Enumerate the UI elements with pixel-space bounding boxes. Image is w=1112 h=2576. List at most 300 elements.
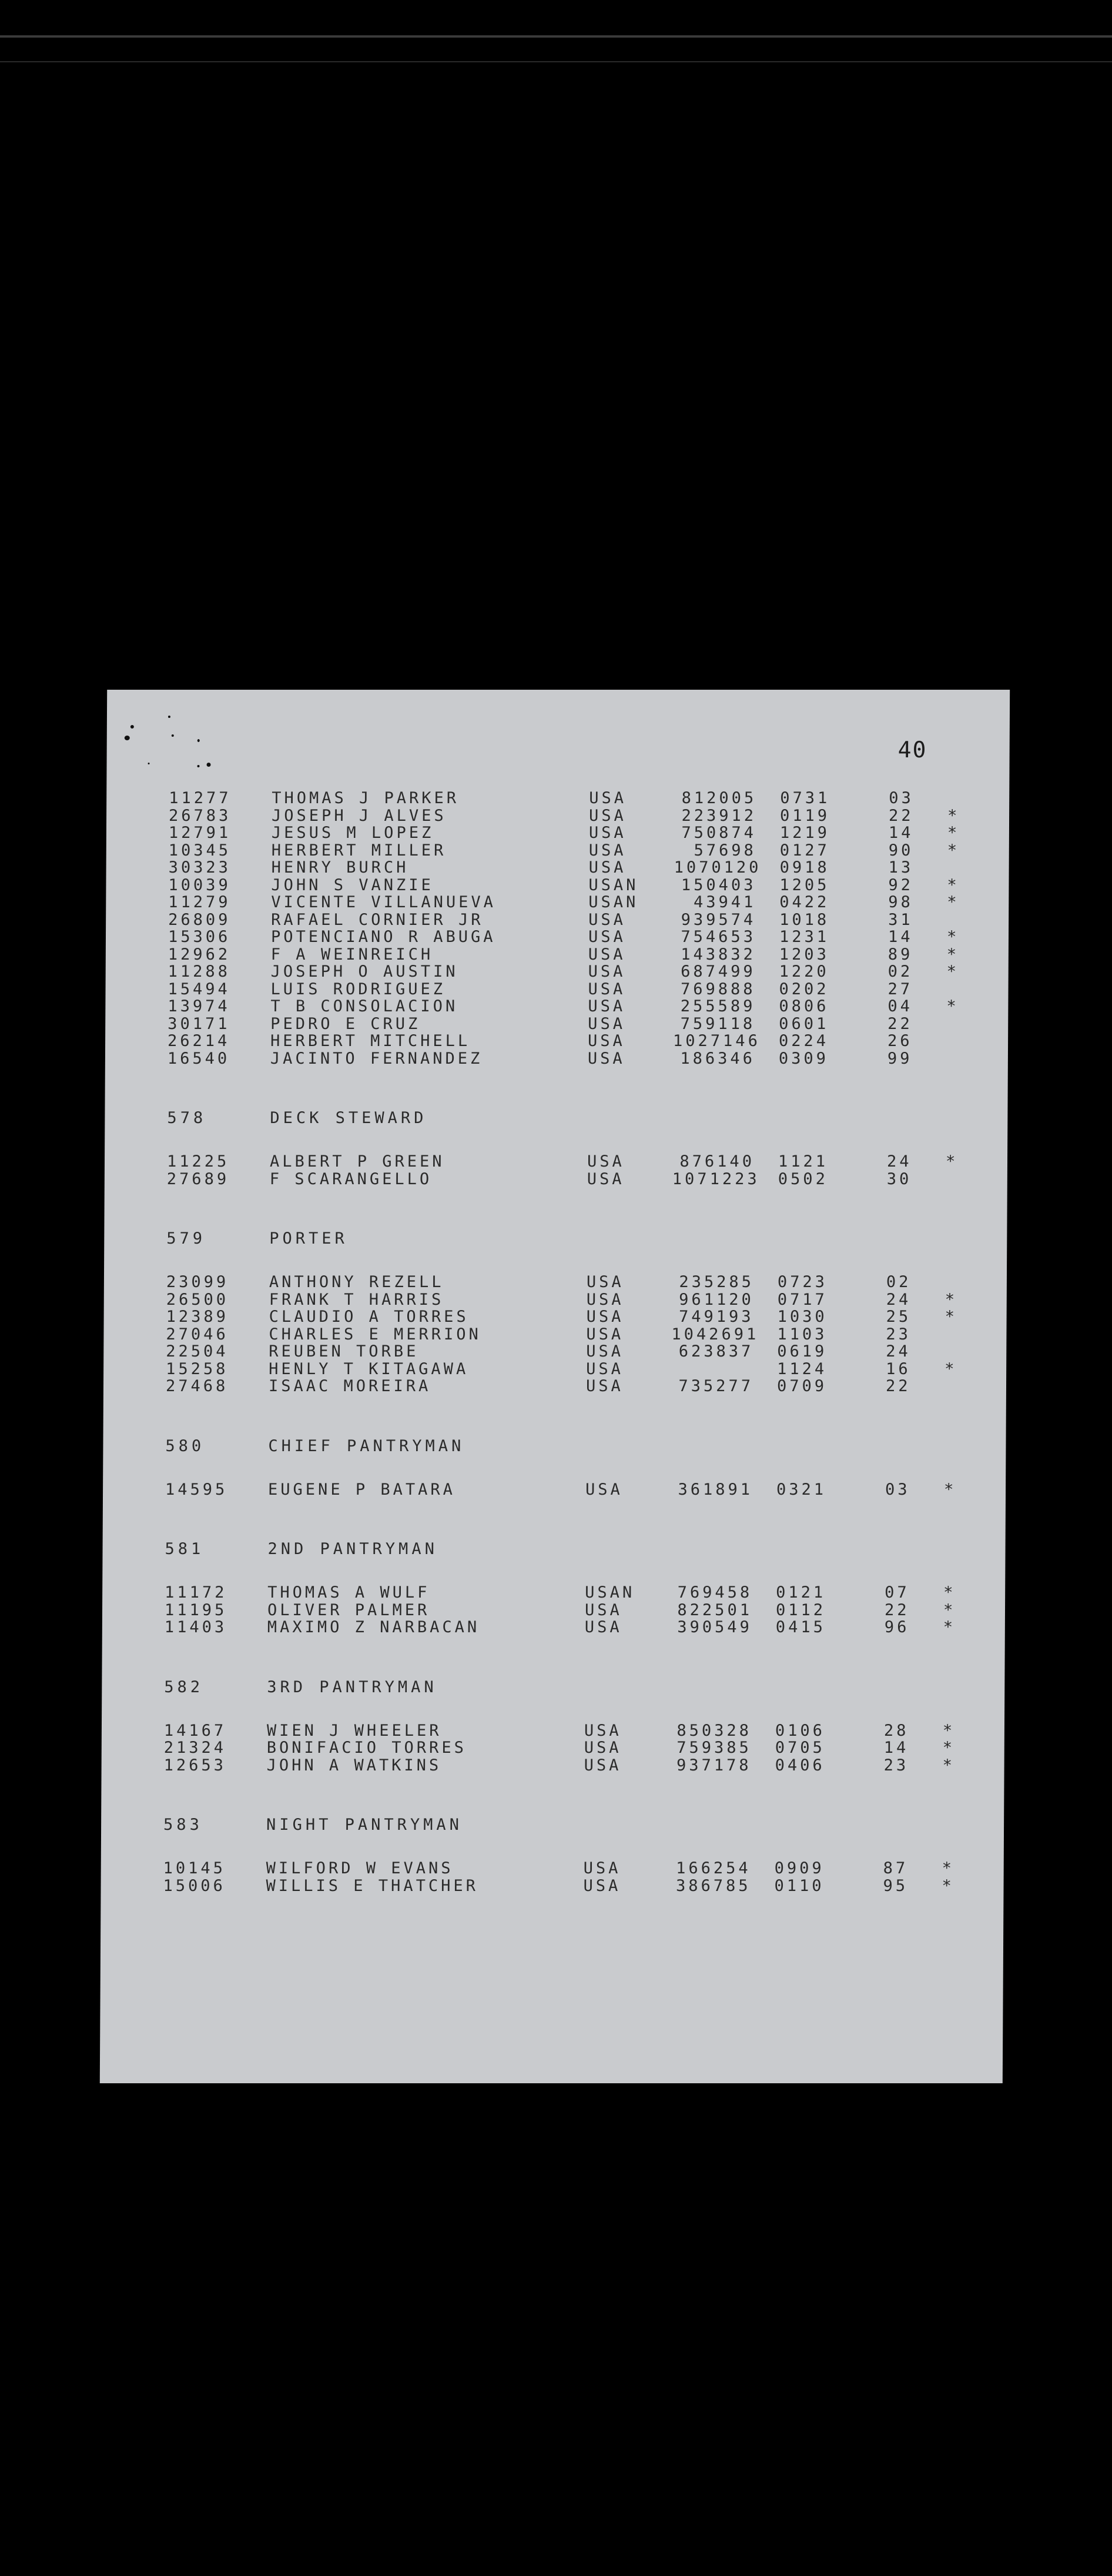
crew-row — [169, 842, 1003, 860]
crew-name: OLIVER PALMER — [267, 1601, 430, 1619]
asterisk-mark: * — [947, 824, 960, 842]
asterisk-mark: * — [947, 893, 960, 911]
asterisk-mark: * — [945, 1152, 959, 1171]
year-code: 90 — [888, 841, 914, 860]
date-code: 0110 — [774, 1876, 825, 1895]
section-title: 3RD PANTRYMAN — [267, 1678, 437, 1696]
document-number: 43941 — [693, 893, 756, 911]
crew-row — [168, 963, 1003, 981]
crew-row — [166, 1343, 1000, 1361]
section-header — [165, 1541, 999, 1558]
crew-name: JOHN A WATKINS — [266, 1756, 442, 1775]
crew-id: 16540 — [167, 1049, 230, 1068]
date-code: 0422 — [779, 893, 830, 911]
crew-name: ISAAC MOREIRA — [268, 1377, 431, 1395]
document-number: 1027146 — [672, 1032, 761, 1050]
document-number: 759385 — [676, 1739, 752, 1757]
crew-id: 15006 — [163, 1876, 226, 1895]
citizenship: USAN — [588, 893, 639, 911]
section-gap — [164, 1696, 999, 1722]
crew-id: 10039 — [168, 876, 231, 894]
asterisk-mark: * — [947, 841, 960, 860]
crew-row — [169, 807, 1003, 825]
crew-row — [169, 859, 1003, 877]
speck — [130, 725, 134, 729]
crew-id: 11172 — [165, 1583, 227, 1602]
crew-id: 11288 — [168, 963, 231, 981]
crew-id: 14167 — [163, 1721, 227, 1740]
date-code: 0321 — [776, 1480, 827, 1499]
year-code: 07 — [885, 1583, 910, 1602]
year-code: 27 — [887, 980, 913, 998]
document-number: 876140 — [679, 1152, 755, 1171]
section-code: 581 — [165, 1540, 205, 1558]
crew-row — [166, 1326, 1000, 1344]
crew-name: PEDRO E CRUZ — [270, 1014, 421, 1033]
document-page — [100, 690, 1010, 2083]
citizenship: USA — [588, 841, 627, 860]
citizenship: USA — [585, 1377, 624, 1395]
crew-id: 22504 — [166, 1342, 229, 1361]
asterisk-mark: * — [944, 1308, 957, 1326]
citizenship: USAN — [588, 876, 639, 894]
citizenship: USA — [588, 997, 626, 1015]
document-number: 1070120 — [674, 858, 762, 877]
crew-id: 13974 — [168, 997, 230, 1015]
year-code: 14 — [888, 824, 914, 842]
date-code: 0309 — [778, 1049, 829, 1068]
date-code: 0224 — [778, 1032, 829, 1050]
asterisk-mark: * — [942, 1756, 955, 1775]
crew-row — [168, 998, 1002, 1015]
document-number: 749193 — [678, 1308, 754, 1326]
year-code: 22 — [885, 1377, 911, 1395]
crew-name: FRANK T HARRIS — [269, 1290, 444, 1309]
year-code: 16 — [886, 1359, 911, 1378]
crew-name: WIEN J WHEELER — [266, 1721, 442, 1740]
document-number: 1071223 — [672, 1170, 760, 1188]
year-code: 87 — [883, 1859, 909, 1877]
date-code: 0918 — [779, 858, 830, 877]
citizenship: USA — [587, 1032, 625, 1050]
crew-name: HERBERT MITCHELL — [270, 1032, 471, 1050]
section-title: DECK STEWARD — [270, 1109, 427, 1127]
document-number: 57698 — [694, 841, 756, 860]
date-code: 0709 — [776, 1377, 828, 1395]
section-gap — [166, 1248, 1001, 1274]
crew-id: 15494 — [168, 980, 230, 998]
crew-id: 12791 — [168, 824, 232, 842]
year-code: 26 — [887, 1032, 913, 1050]
crew-row — [169, 790, 1003, 807]
document-number: 623837 — [678, 1342, 754, 1361]
speck — [168, 716, 170, 718]
date-code: 0806 — [779, 997, 829, 1015]
crew-id: 30171 — [168, 1014, 230, 1033]
date-code: 0106 — [775, 1721, 826, 1740]
year-code: 03 — [889, 789, 914, 807]
crew-id: 10145 — [163, 1859, 226, 1877]
crew-id: 27046 — [166, 1325, 229, 1344]
date-code: 0127 — [779, 841, 830, 860]
crew-name: JOSEPH J ALVES — [272, 806, 447, 825]
asterisk-mark: * — [942, 1876, 954, 1895]
section-gap — [165, 1498, 1000, 1541]
date-code: 1220 — [779, 963, 829, 981]
section-header — [164, 1679, 999, 1696]
crew-row — [164, 1757, 999, 1775]
asterisk-mark: * — [943, 1618, 956, 1636]
citizenship: USA — [583, 1876, 621, 1895]
citizenship: USA — [587, 1170, 625, 1188]
crew-name: THOMAS A WULF — [267, 1583, 430, 1602]
crew-row — [168, 877, 1003, 894]
crew-row — [166, 1291, 1001, 1309]
document-number: 735277 — [678, 1377, 754, 1395]
section-code: 582 — [164, 1678, 204, 1696]
section-header — [163, 1816, 998, 1834]
crew-row — [167, 1171, 1002, 1188]
crew-id: 10345 — [168, 841, 232, 860]
year-code: 02 — [887, 963, 913, 981]
crew-row — [164, 1739, 999, 1757]
year-code: 98 — [888, 893, 913, 911]
date-code: 1030 — [777, 1308, 828, 1326]
year-code: 22 — [889, 806, 914, 825]
document-number: 361891 — [678, 1480, 753, 1499]
year-code: 95 — [883, 1876, 909, 1895]
crew-row — [168, 1015, 1002, 1033]
citizenship: USA — [587, 1049, 625, 1068]
date-code: 0502 — [778, 1170, 828, 1188]
citizenship: USA — [586, 1359, 624, 1378]
crew-name: HENRY BURCH — [271, 858, 409, 877]
citizenship: USA — [586, 1273, 624, 1291]
section-code: 579 — [166, 1229, 206, 1248]
section-gap — [163, 1834, 998, 1860]
asterisk-mark: * — [942, 1739, 956, 1757]
year-code: 02 — [886, 1273, 912, 1291]
crew-id: 14595 — [165, 1480, 228, 1499]
crew-name: JOSEPH O AUSTIN — [270, 963, 458, 981]
crew-name: JESUS M LOPEZ — [271, 824, 434, 842]
document-number: 255589 — [680, 997, 756, 1015]
crew-name: HENLY T KITAGAWA — [269, 1359, 469, 1378]
year-code: 23 — [886, 1325, 912, 1344]
crew-name: EUGENE P BATARA — [268, 1480, 456, 1499]
crew-row — [165, 1481, 1000, 1499]
year-code: 22 — [884, 1601, 910, 1619]
citizenship: USA — [584, 1618, 622, 1636]
section-gap — [165, 1455, 1000, 1481]
asterisk-mark: * — [944, 1480, 957, 1499]
asterisk-mark: * — [946, 963, 960, 981]
asterisk-mark: * — [943, 1601, 956, 1619]
year-code: 99 — [887, 1049, 913, 1068]
film-edge-top — [0, 35, 1112, 38]
date-code: 1103 — [777, 1325, 828, 1344]
document-number: 166254 — [676, 1859, 751, 1877]
citizenship: USA — [588, 980, 626, 998]
asterisk-mark: * — [947, 876, 960, 894]
crew-row — [168, 946, 1003, 964]
document-number: 150403 — [681, 876, 756, 894]
document-number: 386785 — [675, 1876, 751, 1895]
crew-id: 26783 — [169, 806, 232, 825]
crew-id: 11277 — [169, 789, 232, 807]
year-code: 04 — [887, 997, 913, 1015]
section-code: 583 — [163, 1816, 203, 1834]
crew-name: T B CONSOLACION — [270, 997, 458, 1015]
section-title: PORTER — [269, 1229, 348, 1248]
citizenship: USA — [588, 1014, 626, 1033]
crew-name: REUBEN TORBE — [269, 1342, 419, 1361]
section-gap — [167, 1067, 1002, 1110]
crew-name: F SCARANGELLO — [269, 1170, 433, 1188]
crew-id: 12962 — [168, 945, 231, 964]
crew-row — [168, 928, 1003, 946]
speck — [125, 736, 130, 740]
crew-row — [169, 824, 1003, 842]
year-code: 23 — [883, 1756, 909, 1775]
crew-id: 15258 — [166, 1359, 229, 1378]
crew-row — [163, 1860, 998, 1877]
crew-row — [168, 894, 1003, 911]
section-gap — [165, 1558, 999, 1584]
citizenship: USA — [584, 1756, 622, 1775]
section-title: NIGHT PANTRYMAN — [266, 1816, 463, 1834]
asterisk-mark: * — [946, 945, 960, 964]
crew-name: WILLIS E THATCHER — [266, 1876, 478, 1895]
crew-name: BONIFACIO TORRES — [266, 1739, 467, 1757]
page-number: 40 — [897, 737, 927, 763]
crew-id: 11225 — [166, 1152, 230, 1171]
citizenship: USA — [583, 1859, 621, 1877]
date-code: 1203 — [779, 945, 829, 964]
citizenship: USA — [588, 910, 627, 929]
asterisk-mark: * — [947, 806, 960, 825]
document-number: 750874 — [681, 824, 757, 842]
crew-id: 27689 — [166, 1170, 230, 1188]
date-code: 0415 — [775, 1618, 826, 1636]
crew-row — [165, 1619, 999, 1636]
date-code: 0112 — [775, 1601, 826, 1619]
crew-row — [166, 1378, 1000, 1395]
speck — [148, 763, 150, 764]
year-code: 22 — [887, 1014, 913, 1033]
citizenship: USA — [585, 1480, 623, 1499]
document-number: 769458 — [677, 1583, 753, 1602]
crew-id: 30323 — [168, 858, 231, 877]
citizenship: USA — [587, 1152, 625, 1171]
citizenship: USA — [588, 858, 627, 877]
year-code: 14 — [883, 1739, 909, 1757]
date-code: 0909 — [774, 1859, 825, 1877]
citizenship: USA — [584, 1739, 622, 1757]
citizenship: USAN — [585, 1583, 635, 1602]
speck — [172, 734, 174, 737]
crew-row — [163, 1877, 997, 1895]
document-number: 759118 — [680, 1014, 756, 1033]
year-code: 28 — [883, 1721, 909, 1740]
year-code: 31 — [888, 910, 913, 929]
year-code: 96 — [884, 1618, 910, 1636]
crew-row — [165, 1584, 999, 1602]
document-number: 390549 — [677, 1618, 752, 1636]
document-number: 822501 — [677, 1601, 753, 1619]
crew-name: MAXIMO Z NARBACAN — [267, 1618, 480, 1636]
section-header — [166, 1230, 1001, 1248]
crew-name: THOMAS J PARKER — [272, 789, 460, 807]
date-code: 0119 — [780, 806, 830, 825]
date-code: 1205 — [779, 876, 830, 894]
date-code: 0601 — [779, 1014, 829, 1033]
citizenship: USA — [586, 1308, 624, 1326]
document-number: 961120 — [679, 1290, 754, 1309]
crew-name: VICENTE VILLANUEVA — [271, 893, 497, 911]
crew-list — [163, 790, 1003, 1895]
section-header — [165, 1438, 1000, 1455]
asterisk-mark: * — [944, 1359, 957, 1378]
crew-name: LUIS RODRIGUEZ — [270, 980, 446, 998]
crew-id: 15306 — [168, 928, 231, 946]
section-code: 578 — [167, 1109, 207, 1127]
asterisk-mark: * — [942, 1721, 956, 1740]
citizenship: USA — [584, 1601, 622, 1619]
date-code: 0406 — [775, 1756, 825, 1775]
crew-id: 21324 — [163, 1739, 227, 1757]
crew-id: 11403 — [164, 1618, 227, 1636]
crew-id: 26500 — [166, 1290, 229, 1309]
citizenship: USA — [589, 789, 627, 807]
crew-id: 12389 — [166, 1308, 229, 1326]
document-number: 143832 — [681, 945, 756, 964]
crew-name: JACINTO FERNANDEZ — [270, 1049, 483, 1068]
section-gap — [163, 1774, 998, 1816]
crew-id: 11279 — [168, 893, 231, 911]
crew-name: JOHN S VANZIE — [271, 876, 434, 894]
crew-row — [164, 1722, 999, 1740]
citizenship: USA — [588, 824, 627, 842]
crew-name: HERBERT MILLER — [271, 841, 447, 860]
section-gap — [166, 1188, 1001, 1230]
year-code: 24 — [886, 1342, 911, 1361]
crew-id: 11195 — [164, 1601, 227, 1619]
citizenship: USA — [586, 1342, 624, 1361]
film-edge-line — [0, 61, 1112, 62]
date-code: 1219 — [779, 824, 830, 842]
date-code: 1231 — [779, 928, 830, 946]
document-number: 769888 — [680, 980, 756, 998]
citizenship: USA — [588, 928, 626, 946]
section-gap — [164, 1636, 999, 1679]
date-code: 1018 — [779, 910, 830, 929]
asterisk-mark: * — [946, 997, 959, 1015]
crew-name: F A WEINREICH — [270, 945, 434, 964]
section-header — [167, 1110, 1002, 1127]
crew-row — [166, 1308, 1001, 1326]
citizenship: USA — [584, 1721, 622, 1740]
asterisk-mark: * — [944, 1290, 958, 1309]
document-number: 1042691 — [671, 1325, 759, 1344]
asterisk-mark: * — [943, 1583, 956, 1602]
crew-name: ANTHONY REZELL — [269, 1273, 444, 1291]
date-code: 0619 — [777, 1342, 828, 1361]
section-title: CHIEF PANTRYMAN — [268, 1436, 465, 1455]
document-number: 186346 — [680, 1049, 756, 1068]
year-code: 13 — [888, 858, 914, 877]
date-code: 0717 — [777, 1290, 828, 1309]
date-code: 0202 — [779, 980, 829, 998]
citizenship: USA — [589, 806, 627, 825]
crew-name: ALBERT P GREEN — [269, 1152, 445, 1171]
year-code: 25 — [886, 1308, 912, 1326]
crew-row — [168, 1050, 1002, 1068]
year-code: 92 — [888, 876, 914, 894]
year-code: 24 — [886, 1152, 912, 1171]
date-code: 1121 — [778, 1152, 829, 1171]
crew-row — [168, 1033, 1002, 1050]
document-number: 754653 — [681, 928, 756, 946]
document-number: 687499 — [681, 963, 756, 981]
year-code: 24 — [886, 1290, 912, 1309]
date-code: 0731 — [780, 789, 830, 807]
year-code: 03 — [885, 1480, 910, 1499]
crew-row — [166, 1274, 1001, 1291]
section-gap — [167, 1127, 1002, 1153]
asterisk-mark: * — [946, 928, 960, 946]
year-code: 89 — [887, 945, 913, 964]
speck — [197, 739, 200, 742]
section-title: 2ND PANTRYMAN — [267, 1540, 438, 1558]
crew-name: CLAUDIO A TORRES — [269, 1308, 469, 1326]
crew-row — [166, 1361, 1000, 1378]
document-number: 850328 — [676, 1721, 752, 1740]
speck — [207, 763, 211, 767]
crew-name: WILFORD W EVANS — [266, 1859, 454, 1877]
document-number: 939574 — [681, 910, 756, 929]
citizenship: USA — [586, 1325, 624, 1344]
crew-id: 27468 — [165, 1377, 229, 1395]
document-number: 235285 — [679, 1273, 755, 1291]
document-number: 812005 — [681, 789, 757, 807]
date-code: 0723 — [777, 1273, 828, 1291]
speck — [197, 765, 200, 767]
crew-name: RAFAEL CORNIER JR — [271, 910, 484, 929]
crew-id: 23099 — [166, 1273, 229, 1291]
date-code: 0121 — [776, 1583, 826, 1602]
crew-name: POTENCIANO R ABUGA — [270, 928, 496, 946]
citizenship: USA — [588, 963, 626, 981]
crew-id: 12653 — [163, 1756, 226, 1775]
crew-name: CHARLES E MERRION — [269, 1325, 481, 1344]
year-code: 30 — [886, 1170, 912, 1188]
asterisk-mark: * — [942, 1859, 955, 1877]
section-code: 580 — [165, 1436, 205, 1455]
date-code: 1124 — [777, 1359, 828, 1378]
document-number: 223912 — [681, 806, 757, 825]
crew-row — [168, 981, 1002, 998]
document-number: 937178 — [676, 1756, 752, 1775]
crew-id: 26214 — [167, 1032, 230, 1050]
crew-row — [168, 911, 1003, 929]
year-code: 14 — [887, 928, 913, 946]
section-gap — [166, 1395, 1000, 1438]
citizenship: USA — [586, 1290, 624, 1309]
citizenship: USA — [588, 945, 626, 964]
date-code: 0705 — [775, 1739, 825, 1757]
crew-row — [167, 1153, 1002, 1171]
